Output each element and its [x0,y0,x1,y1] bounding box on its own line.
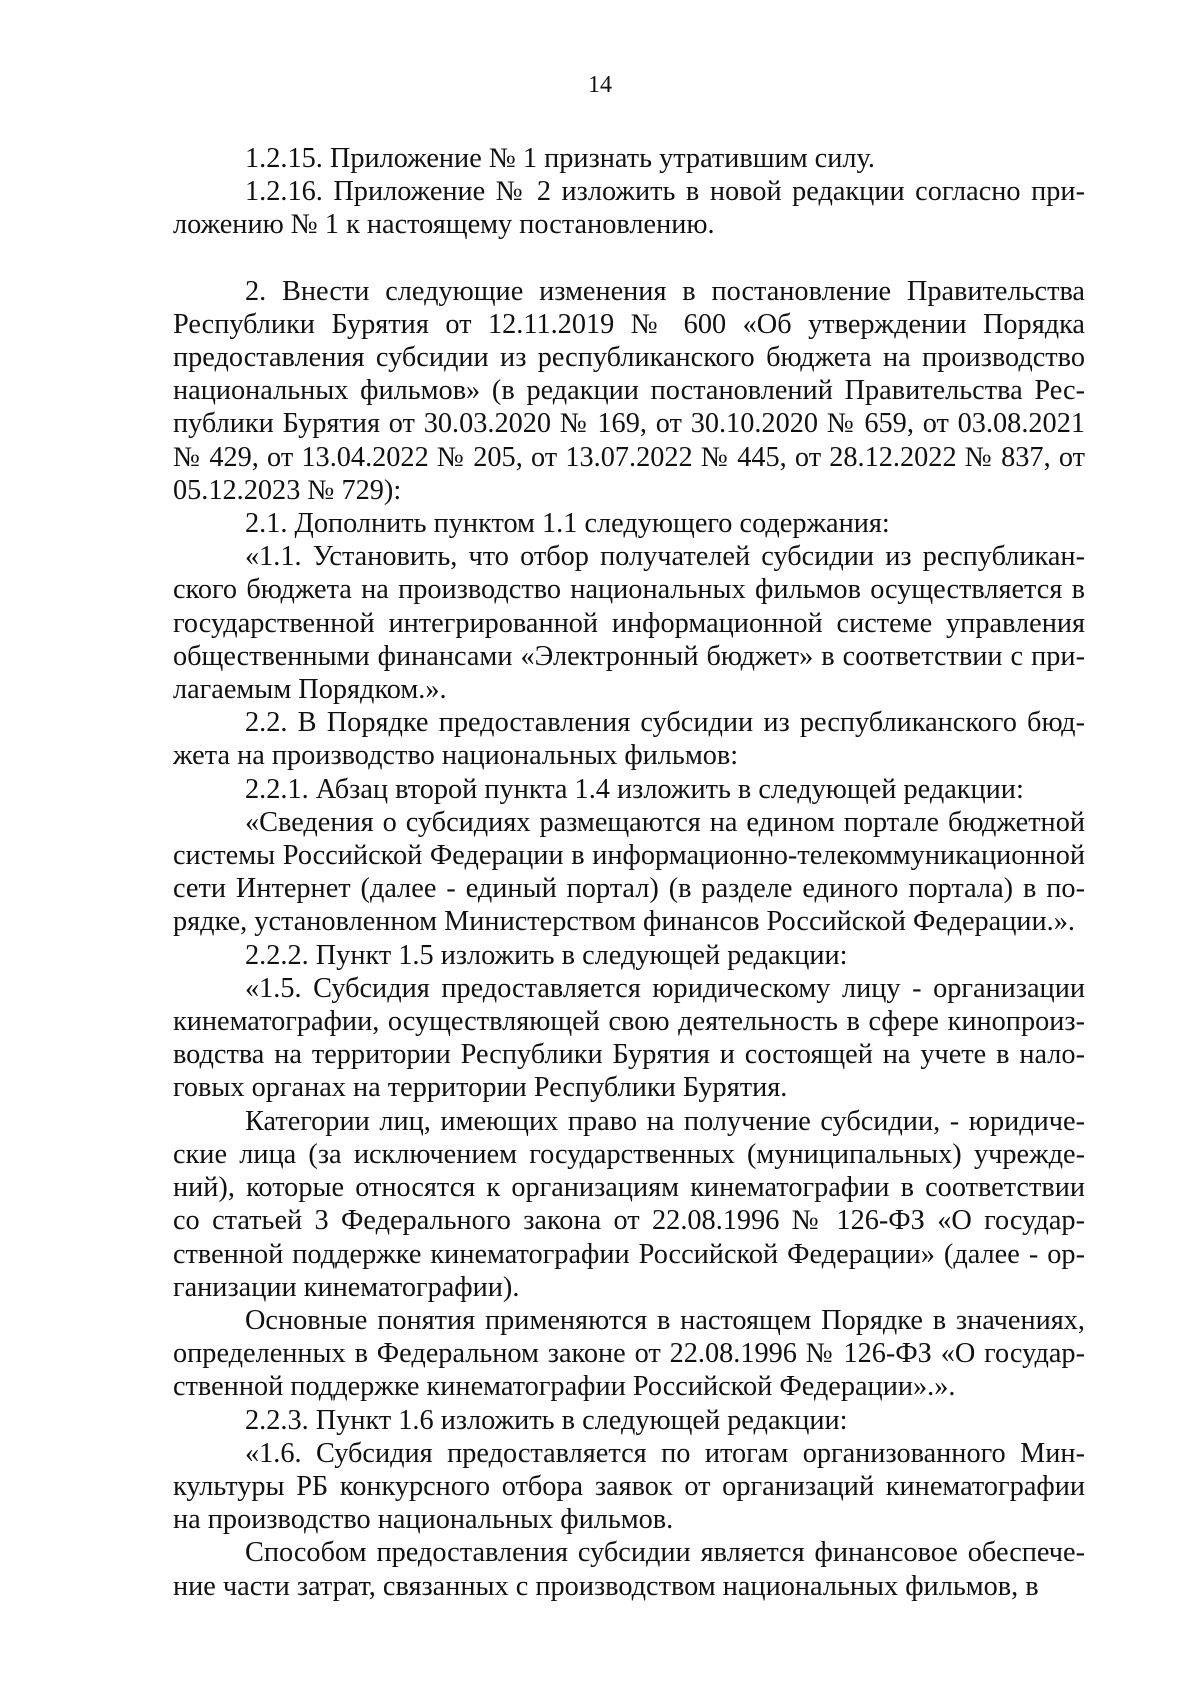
document-body [173,142,1085,1603]
page-number: 14 [588,72,612,98]
paragraph-1-2-15: 1.2.15. Приложение № 1 признать утратившим силу. [245,143,875,174]
paragraph-1-5-quote: «1.5. Субсидия предоставляется юридическому лицу - организации кинематографии, осуществляющей свою деятельность в сфере кинопроизводства на территории Республики Бурятия и состоящей на учете в налоговых органах на территории Республики Бурятия. [173,972,1085,1104]
paragraph-categories: Категории лиц, имеющих право на получение субсидии, - юридические лица (за исключением государственных (муниципальных) учреждений), которые относятся к организациям кинематографии в соответствии со статьей 3 Федерального закона от 22.08.1996 № 126-ФЗ «О государственной поддержке кинематографии Российской Федерации» (далее - организации кинематографии). [173,1105,1085,1303]
paragraph-2-2-1: 2.2.1. Абзац второй пункта 1.4 изложить в следующей редакции: [245,773,1024,805]
paragraph-1-1-quote: «1.1. Установить, что отбор получателей субсидии из республиканского бюджета на производство национальных фильмов осуществляется в государственной интегрированной информационной системе управления общественными финансами «Электронный бюджет» в соответствии с прилагаемым Порядком.». [173,541,1085,706]
paragraph-subsidy-info-quote: «Сведения о субсидиях размещаются на едином портале бюджетной системы Российской Федерации в информационно-телекоммуникационной сети Интернет (далее - единый портал) (в разделе единого портала) в порядке, установленном Министерством финансов Российской Федерации.». [173,806,1085,938]
paragraph-2-2-3: 2.2.3. Пункт 1.6 изложить в следующей редакции: [245,1404,848,1436]
paragraph-2-2: 2.2. В Порядке предоставления субсидии из республиканского бюджета на производство национальных фильмов: [173,707,1085,772]
paragraph-2: 2. Внести следующие изменения в постановление Правительства Республики Бурятия от 12.11.2019 № 600 «Об утверждении Порядка предоставления субсидии из республиканского бюджета на производство национальных фильмов» (в редакции постановлений Правительства Республики Бурятия от 30.03.2020 № 169, от 30.10.2020 № 659, от 03.08.2021 № 429, от 13.04.2022 № 205, от 13.07.2022 № 445, от 28.12.2022 № 837, от 05.12.2023 № 729): [173,275,1085,506]
paragraph-subsidy-method: Способом предоставления субсидии является финансовое обеспечение части затрат, связанных с производством национальных фильмов, в [173,1537,1085,1602]
paragraph-1-6-quote: «1.6. Субсидия предоставляется по итогам организованного Минкультуры РБ конкурсного отбора заявок от организаций кинематографии на производство национальных фильмов. [173,1437,1085,1536]
paragraph-2-1: 2.1. Дополнить пунктом 1.1 следующего содержания: [245,508,890,540]
paragraph-basic-concepts: Основные понятия применяются в настоящем Порядке в значениях, определенных в Федеральном законе от 22.08.1996 № 126-ФЗ «О государственной поддержке кинематографии Российской Федерации».». [173,1304,1085,1403]
paragraph-2-2-2: 2.2.2. Пункт 1.5 изложить в следующей редакции: [245,939,848,971]
paragraph-1-2-16: 1.2.16. Приложение № 2 изложить в новой редакции согласно приложению № 1 к настоящему постановлению. [173,176,1085,241]
